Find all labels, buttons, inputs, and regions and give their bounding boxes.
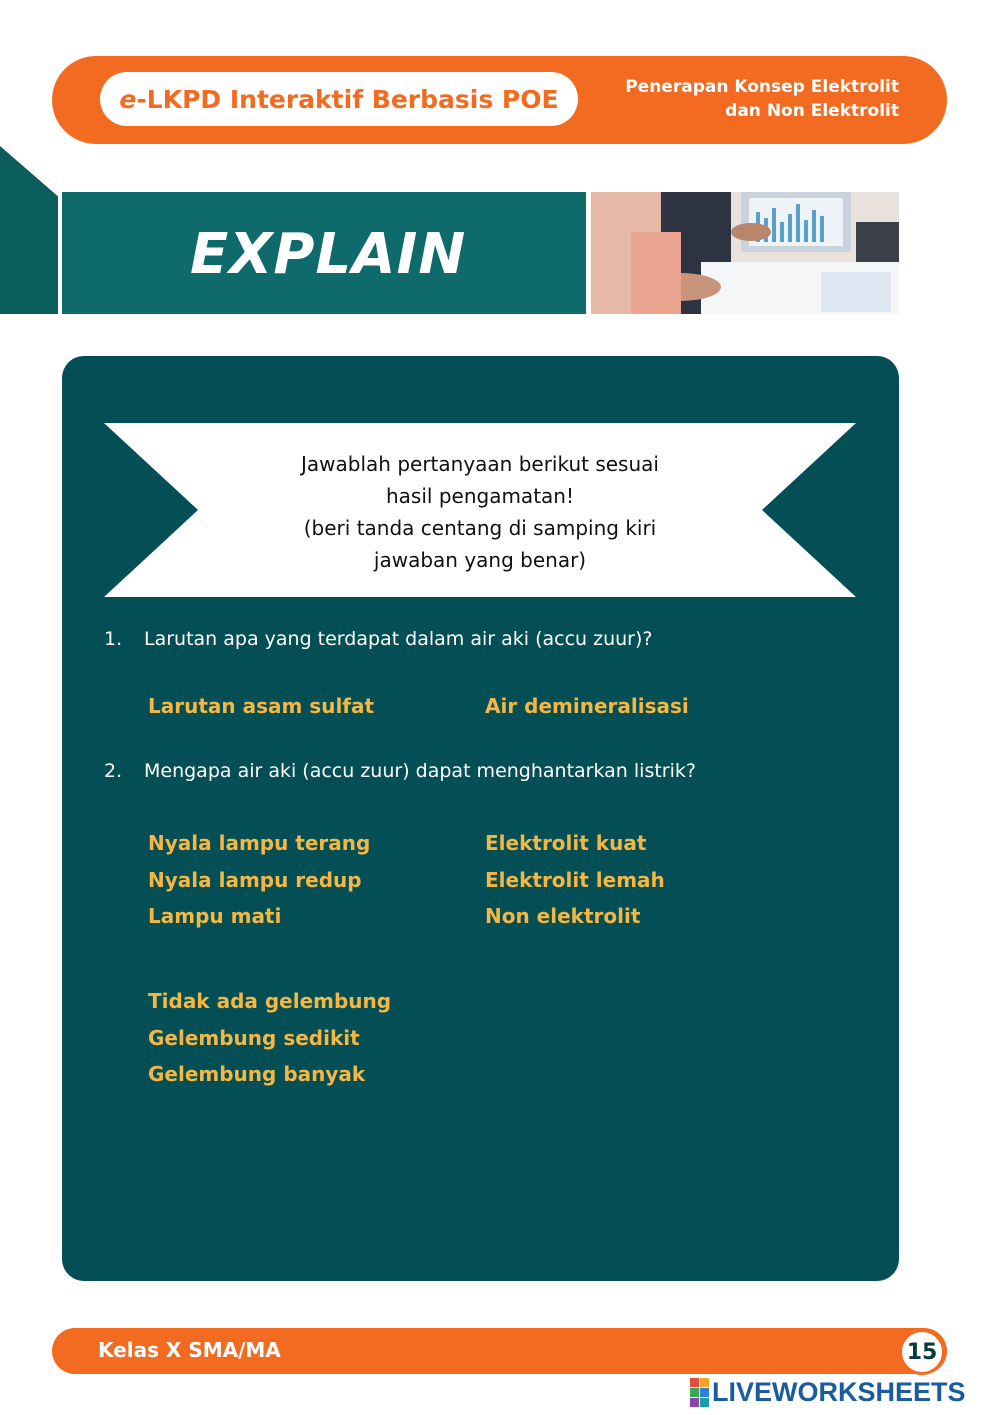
question-2 — [104, 760, 844, 788]
option-elektrolit-kuat[interactable]: Elektrolit kuat — [485, 831, 647, 855]
subtitle-line-1: Penerapan Konsep Elektrolit — [625, 77, 899, 97]
question-number: 1. — [104, 628, 123, 650]
subtitle-line-2: dan Non Elektrolit — [725, 101, 899, 121]
question-1 — [104, 628, 844, 656]
question-number: 2. — [104, 760, 123, 782]
option-lampu-mati[interactable]: Lampu mati — [148, 904, 282, 928]
liveworksheets-logo[interactable] — [690, 1375, 966, 1409]
option-nyala-lampu-terang[interactable]: Nyala lampu terang — [148, 831, 371, 855]
option-elektrolit-lemah[interactable]: Elektrolit lemah — [485, 868, 665, 892]
option-air-demineralisasi[interactable]: Air demineralisasi — [485, 694, 689, 718]
document-subtitle — [569, 75, 899, 123]
decorative-tab — [0, 146, 58, 314]
option-nyala-lampu-redup[interactable]: Nyala lampu redup — [148, 868, 362, 892]
instruction-line-1: Jawablah pertanyaan berikut sesuai — [301, 452, 659, 476]
option-non-elektrolit[interactable]: Non elektrolit — [485, 904, 641, 928]
option-tidak-ada-gelembung[interactable]: Tidak ada gelembung — [148, 989, 392, 1013]
option-gelembung-banyak[interactable]: Gelembung banyak — [148, 1062, 366, 1086]
class-label: Kelas X SMA/MA — [98, 1338, 281, 1362]
liveworksheets-icon — [690, 1378, 709, 1407]
question-text: Larutan apa yang terdapat dalam air aki (accu zuur)? — [144, 628, 653, 650]
instruction-text — [230, 448, 730, 576]
option-gelembung-sedikit[interactable]: Gelembung sedikit — [148, 1026, 360, 1050]
question-text: Mengapa air aki (accu zuur) dapat menghantarkan listrik? — [144, 760, 696, 782]
title-text: -LKPD Interaktif Berbasis POE — [136, 84, 559, 114]
liveworksheets-wordmark: LIVEWORKSHEETS — [712, 1376, 966, 1407]
business-photo — [591, 192, 899, 314]
title-prefix: e — [119, 84, 137, 114]
section-title: EXPLAIN — [190, 222, 467, 287]
option-larutan-asam-sulfat[interactable]: Larutan asam sulfat — [148, 694, 375, 718]
instruction-line-4: jawaban yang benar) — [373, 548, 587, 572]
instruction-line-3: (beri tanda centang di samping kiri — [303, 516, 657, 540]
instruction-line-2: hasil pengamatan! — [386, 484, 574, 508]
page-number: 15 — [899, 1329, 945, 1375]
document-title — [100, 72, 578, 126]
